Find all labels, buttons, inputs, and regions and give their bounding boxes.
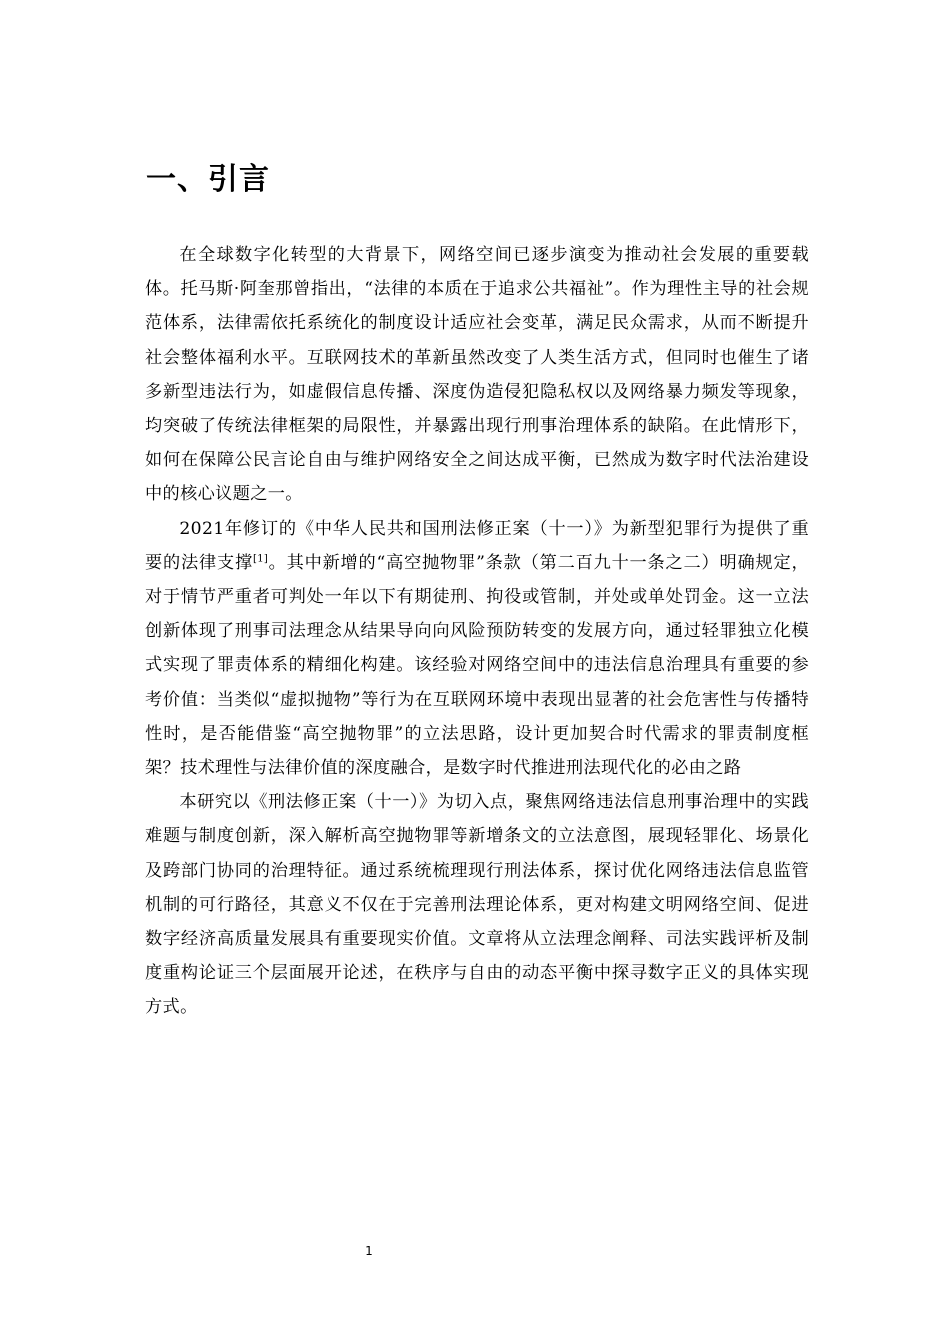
paragraph-2-text-after-ref: 。其中新增的“高空抛物罪”条款（第二百九十一条之二）明确规定，对于情节严重者可判处一年以下有期徒刑、拘役或管制，并处或单处罚金。这一立法创新体现了刑事司法理念从结果导向向风险预防转变的发展方向，通过轻罪独立化模式实现了罪责体系的精细化构建。该经验对网络空间中的违法信息治理具有重要的参考价值：当类似“虚拟抛物”等行为在互联网环境中表现出显著的社会危害性与传播特性时，是否能借鉴“高空抛物罪”的立法思路，设计更加契合时代需求的罪责制度框架？技术理性与法律价值的深度融合，是数字时代推进刑法现代化的必由之路 [145,552,809,779]
paragraph-1: 在全球数字化转型的大背景下，网络空间已逐步演变为推动社会发展的重要载体。托马斯·阿奎那曾指出，“法律的本质在于追求公共福祉”。作为理性主导的社会规范体系，法律需依托系统化的制度设计适应社会变革，满足民众需求，从而不断提升社会整体福利水平。互联网技术的革新虽然改变了人类生活方式，但同时也催生了诸多新型违法行为，如虚假信息传播、深度伪造侵犯隐私权以及网络暴力频发等现象，均突破了传统法律框架的局限性，并暴露出现行刑事治理体系的缺陷。在此情形下，如何在保障公民言论自由与维护网络安全之间达成平衡，已然成为数字时代法治建设中的核心议题之一。 [145,245,809,505]
page-number: 1 [365,1244,373,1258]
body-text [145,238,809,1025]
citation-ref: [1] [252,553,269,565]
section-heading: 一、引言 [146,162,270,197]
paragraph-2 [145,512,809,786]
paragraph-2-text-before-ref: 2021年修订的《中华人民共和国刑法修正案（十一）》为新型犯罪行为提供了重要的法律支撑 [145,518,809,573]
paragraph-3: 本研究以《刑法修正案（十一）》为切入点，聚焦网络违法信息刑事治理中的实践难题与制度创新，深入解析高空抛物罪等新增条文的立法意图，展现轻罪化、场景化及跨部门协同的治理特征。通过系统梳理现行刑法体系，探讨优化网络违法信息监管机制的可行路径，其意义不仅在于完善刑法理论体系，更对构建文明网络空间、促进数字经济高质量发展具有重要现实价值。文章将从立法理念阐释、司法实践评析及制度重构论证三个层面展开论述，在秩序与自由的动态平衡中探寻数字正义的具体实现方式。 [145,792,809,1018]
